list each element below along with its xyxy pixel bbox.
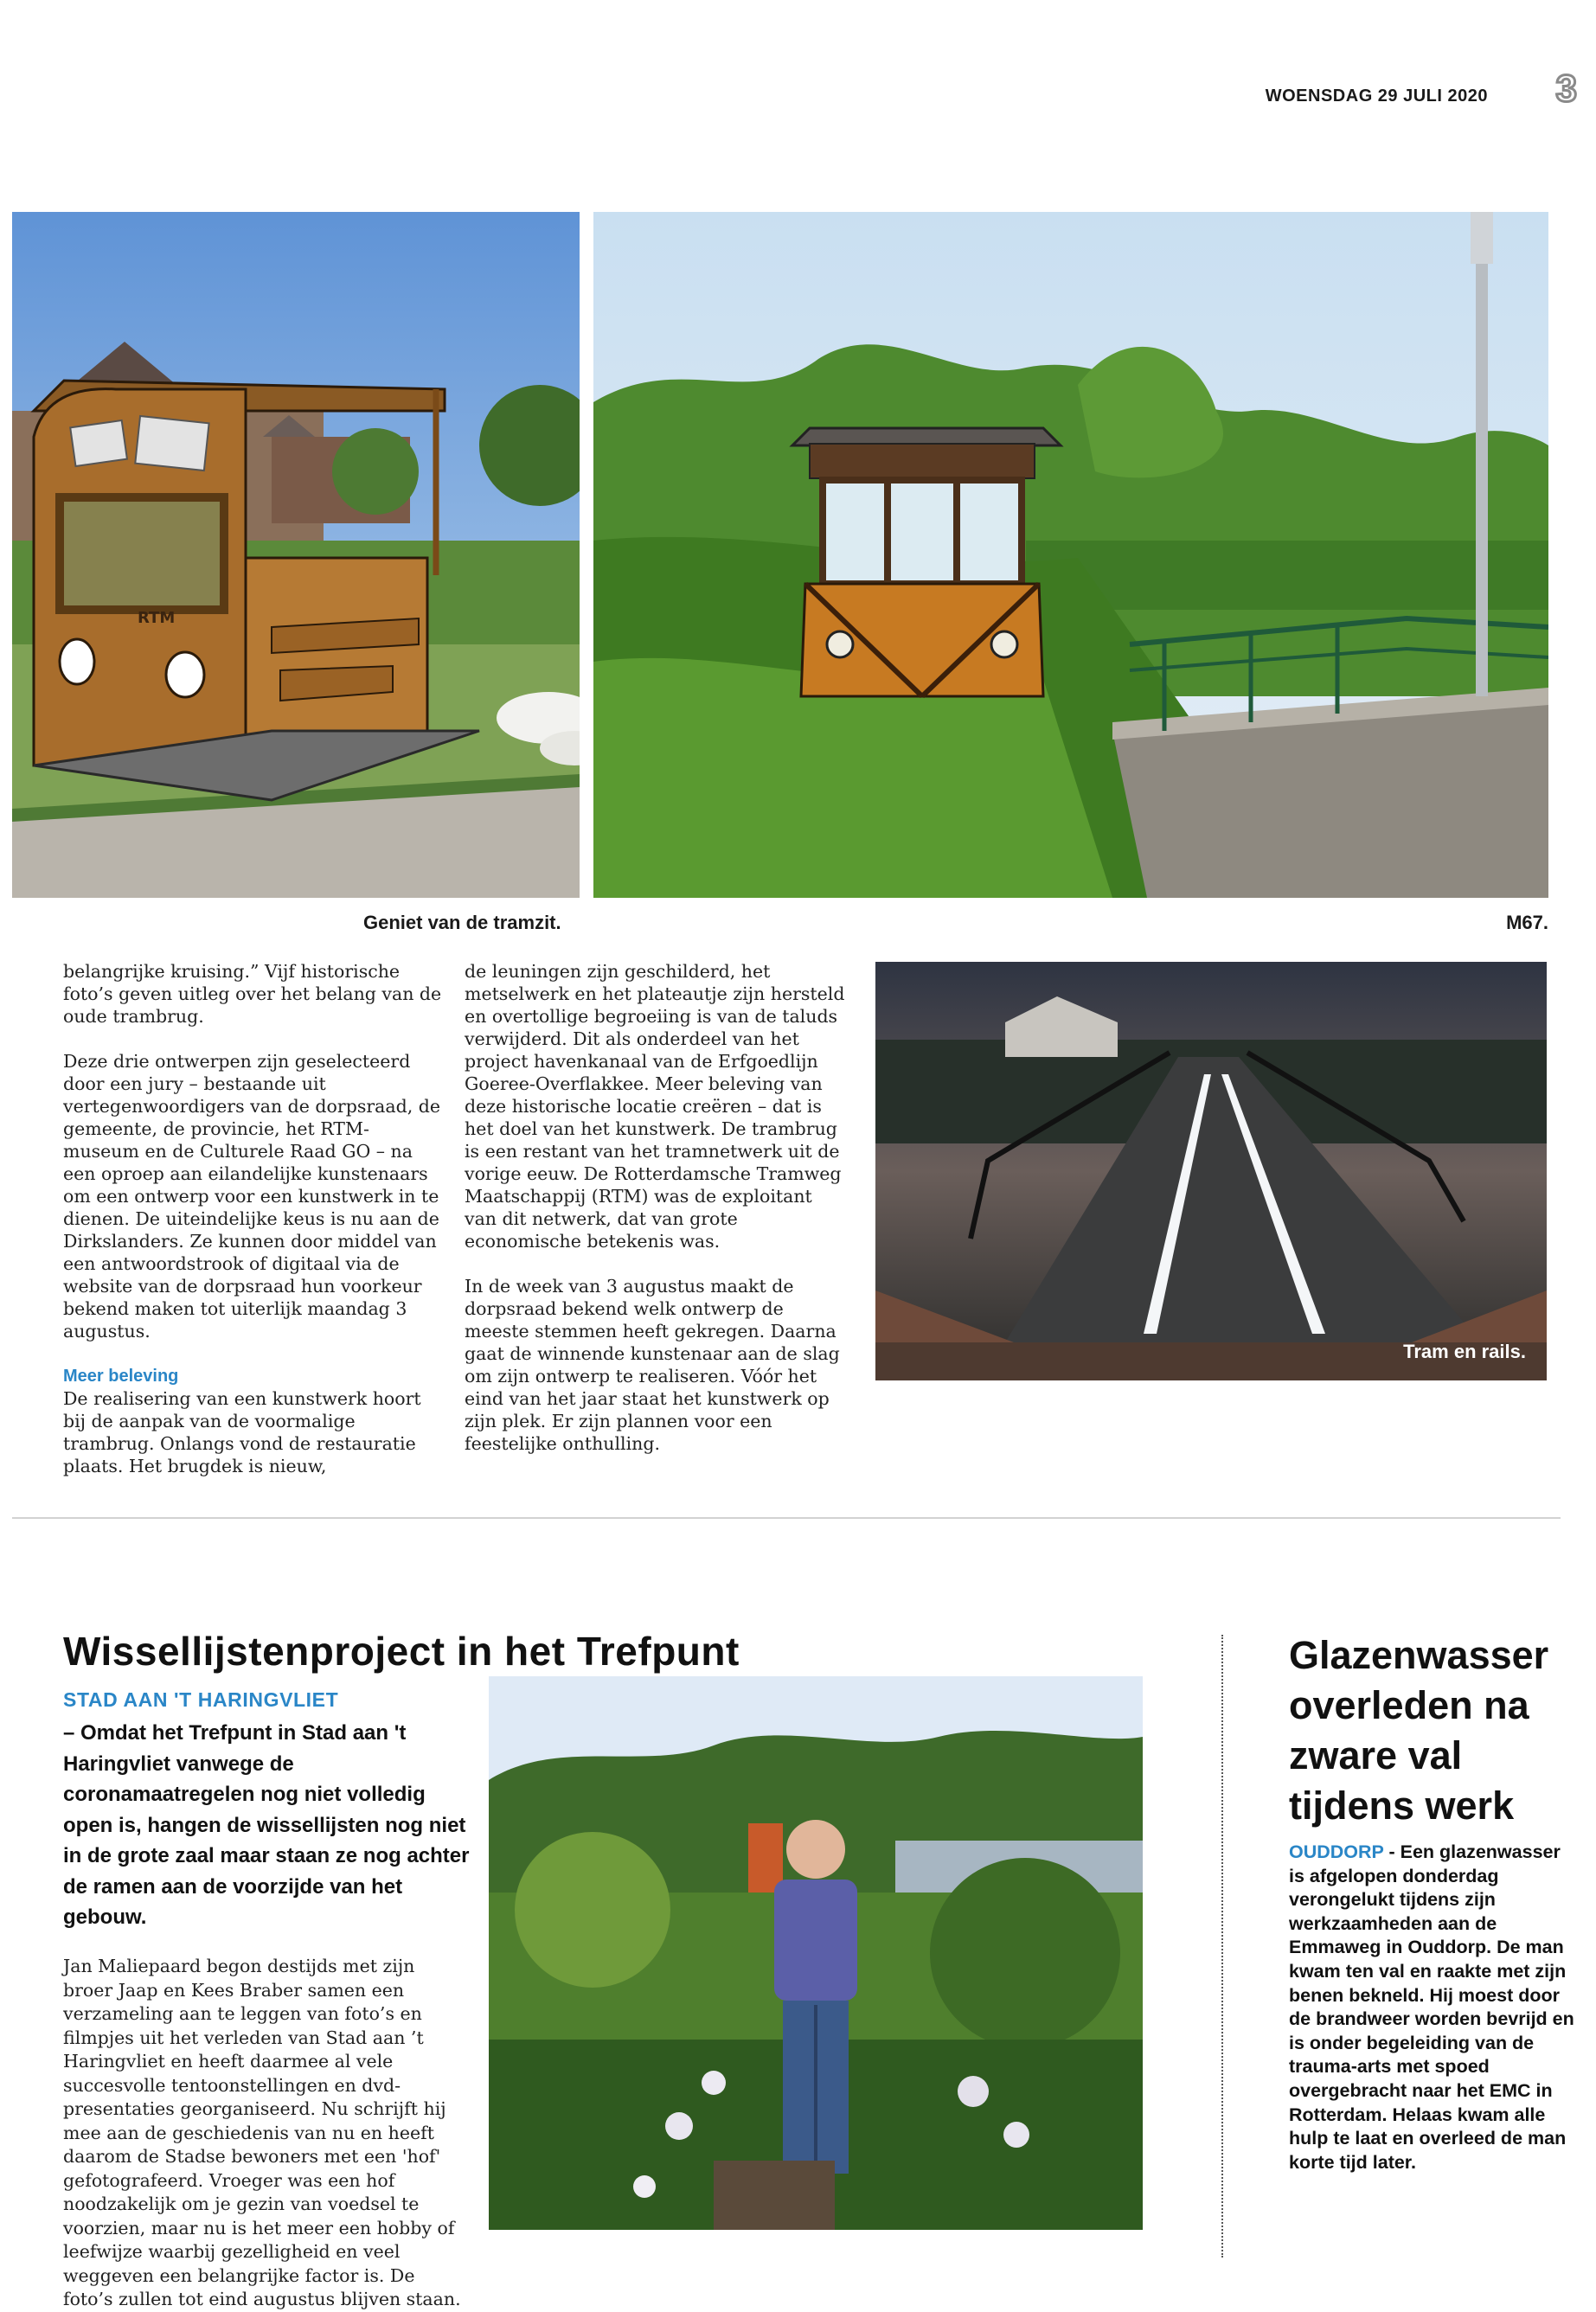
subheading-meer-beleving: Meer beleving <box>63 1367 179 1386</box>
wissel-headline: Wissellijstenproject in het Trefpunt <box>63 1629 740 1674</box>
wissel-body: Jan Maliepaard begon destijds met zijn broer Jaap en Kees Braber samen een verzameling aan te leggen van foto’s en filmpjes uit het verleden van Stad aan ’t Haringvliet en heeft daarmee al vele succesvolle tentoonstellingen en dvd-presentaties georganiseerd. Nu schrijft hij mee aan de geschiedenis van nu en heeft daarom de Stadse bewoners met een 'hof' gefotografeerd. Vroeger was een hof noodzakelijk om je gezin van voedsel te voorzien, maar nu is het meer een hobby of leefwijze waarbij gezelligheid en veel weggeven een belangrijke factor is. De foto’s zullen tot eind augustus blijven staan. <box>63 1956 461 2309</box>
caption-m67: M67. <box>1506 912 1548 933</box>
paragraph: In de week van 3 augustus maakt de dorpsraad bekend welk ontwerp de meeste stemmen heeft gekregen. Daarna gaat de winnende kunstenaar aan de slag om zijn ontwerp te realiseren. Vóór het eind van het jaar staat het kunstwerk op zijn plek. Er zijn plannen voor een feestelijke onthulling. <box>465 1276 840 1454</box>
m67-tram-photo <box>593 212 1548 898</box>
column-dotted-divider <box>1221 1635 1223 2258</box>
tram-seat-photo <box>12 212 580 898</box>
section-divider <box>12 1517 1561 1519</box>
paragraph: belangrijke kruising.” Vijf historische foto’s geven uitleg over het belang van de oude trambrug. <box>63 961 442 1027</box>
caption-tramzit: Geniet van de tramzit. <box>363 912 561 933</box>
caption-tram-en-rails: Tram en rails. <box>1403 1341 1526 1362</box>
paragraph: Deze drie ontwerpen zijn geselecteerd door een jury – bestaande uit vertegenwoordigers van de dorpsraad, de gemeente, de provincie, het RTM-museum en de Culturele Raad GO – na een oproep aan eilandelijke kunstenaars om een ontwerp voor een kunstwerk in te dienen. De uiteindelijke keus is nu aan de Dirkslanders. Ze kunnen door middel van een antwoordstrook of digitaal via de website van de dorpsraad hun voorkeur bekend maken tot uiterlijk maandag 3 augustus. <box>63 1051 440 1342</box>
page-number: 3 <box>1555 67 1577 110</box>
glazenwasser-lead <box>1289 1841 1574 2174</box>
article-column-2 <box>465 960 845 1477</box>
article-column-1 <box>63 960 444 1500</box>
glazenwasser-dateline: OUDDORP <box>1289 1841 1384 1862</box>
issue-date: WOENSDAG 29 JULI 2020 <box>1265 86 1488 106</box>
night-bridge-photo <box>875 962 1547 1380</box>
glazenwasser-headline: Glazenwasser overleden na zware val tijdens werk <box>1289 1633 1549 1828</box>
wissel-lead: – Omdat het Trefpunt in Stad aan 't Haringvliet vanwege de coronamaatregelen nog niet volledig open is, hangen de wissellijsten nog niet in de grote zaal maar staan ze nog achter de ramen aan de voorzijde van het gebouw. <box>63 1721 470 1929</box>
wissel-dateline: STAD AAN 'T HARINGVLIET <box>63 1688 339 1711</box>
garden-portrait-photo <box>489 1676 1143 2230</box>
paragraph: De realisering van een kunstwerk hoort bij de aanpak van de voormalige trambrug. Onlangs vond de restauratie plaats. Het brugdek is nieuw, <box>63 1388 421 1476</box>
rtm-logo-text: RTM <box>138 609 176 627</box>
paragraph: de leuningen zijn geschilderd, het metselwerk en het plateautje zijn hersteld en overtollige begroeiing is van de taluds verwijderd. Dit als onderdeel van het project havenkanaal van de Erfgoedlijn Goeree-Overflakkee. Meer beleving van deze historische locatie creëren – dat is het doel van het kunstwerk. De trambrug is een restant van het tramnetwerk uit de vorige eeuw. De Rotterdamsche Tramweg Maatschappij (RTM) was de exploitant van dit netwerk, dat van grote economische betekenis was. <box>465 961 845 1252</box>
glazenwasser-lead-text: - Een glazenwasser is afgelopen donderdag verongelukt tijdens zijn werkzaamheden aan de Emmaweg in Ouddorp. De man kwam ten val en raakte met zijn benen bekneld. Hij moest door de brandweer worden bevrijd en is onder begeleiding van de trauma-arts met spoed overgebracht naar het EMC in Rotterdam. Helaas kwam alle hulp te laat en overleed de man korte tijd later. <box>1289 1841 1574 2173</box>
